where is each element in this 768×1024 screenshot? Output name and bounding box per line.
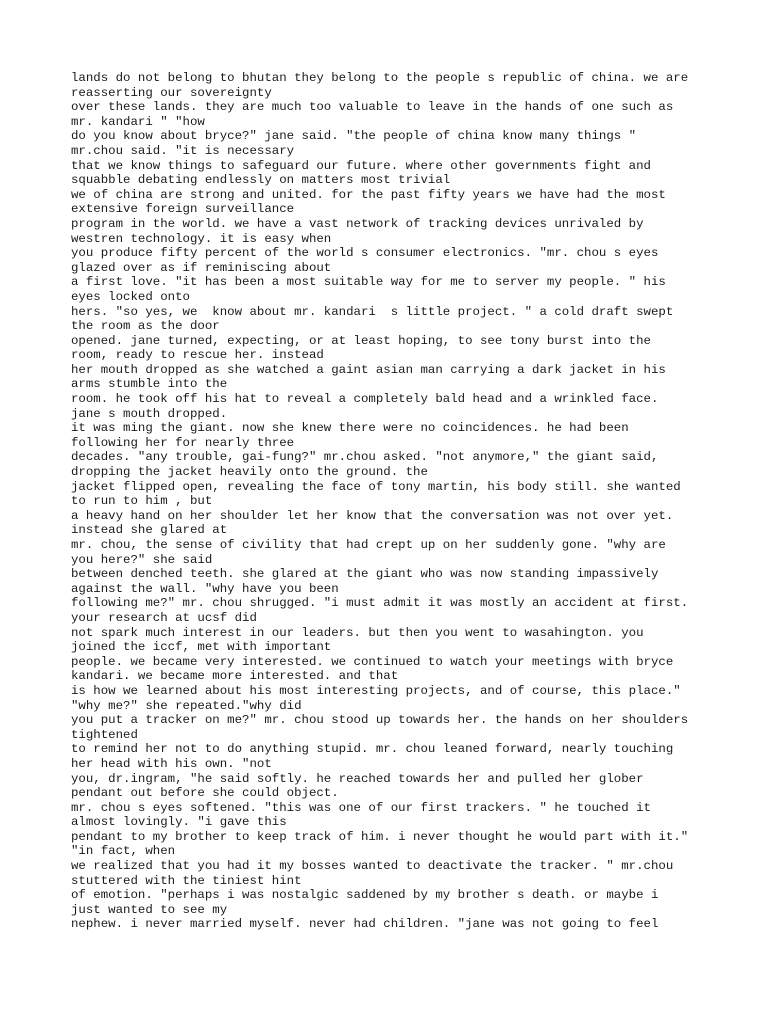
text-line: jacket flipped open, revealing the face of tony martin, his body still. she wanted <box>71 479 681 494</box>
text-line: arms stumble into the <box>71 377 228 392</box>
text-line: against the wall. "why have you been <box>71 581 339 596</box>
text-line: people. we became very interested. we continued to watch your meetings with bryce <box>71 654 674 669</box>
text-line: just wanted to see my <box>71 902 228 917</box>
text-line: you produce fifty percent of the world s consumer electronics. "mr. chou s eyes <box>71 246 659 261</box>
text-line: decades. "any trouble, gai-fung?" mr.chou asked. "not anymore," the giant said, <box>71 450 659 465</box>
text-line: over these lands. they are much too valuable to leave in the hands of one such as <box>71 100 674 115</box>
text-line: a first love. "it has been a most suitable way for me to server my people. " his <box>71 275 666 290</box>
text-line: room. he took off his hat to reveal a completely bald head and a wrinkled face. <box>71 392 659 407</box>
text-line: her head with his own. "not <box>71 756 272 771</box>
text-line: we realized that you had it my bosses wanted to deactivate the tracker. " mr.chou <box>71 859 674 874</box>
text-line: mr. chou, the sense of civility that had crept up on her suddenly gone. "why are <box>71 538 666 552</box>
text-line: kandari. we became more interested. and that <box>71 669 399 684</box>
text-line: program in the world. we have a vast network of tracking devices unrivaled by <box>71 216 644 231</box>
text-line: "in fact, when <box>71 844 176 859</box>
text-line: extensive foreign surveillance <box>71 202 295 217</box>
text-line: instead she glared at <box>71 523 228 538</box>
text-line: joined the iccf, met with important <box>71 640 332 655</box>
text-line: not spark much interest in our leaders. but then you went to wasahington. you <box>71 625 644 640</box>
text-line: reasserting our sovereignty <box>71 85 272 100</box>
text-line: tightened <box>71 727 138 742</box>
text-line: eyes locked onto <box>71 289 190 304</box>
text-line: stuttered with the tiniest hint <box>71 873 302 888</box>
text-line: room, ready to rescue her. instead <box>71 348 324 363</box>
text-line: mr. chou s eyes softened. "this was one of our first trackers. " he touched it <box>71 800 651 815</box>
text-line: to remind her not to do anything stupid. mr. chou leaned forward, nearly touching <box>71 742 674 757</box>
text-line: jane s mouth dropped. <box>71 406 228 421</box>
text-line: nephew. i never married myself. never had children. "jane was not going to feel <box>71 917 659 932</box>
text-line: lands do not belong to bhutan they belong to the people s republic of china. we are <box>71 71 689 85</box>
text-line: following me?" mr. chou shrugged. "i must admit it was mostly an accident at first. <box>71 596 689 611</box>
text-line: pendant to my brother to keep track of him. i never thought he would part with it." <box>71 829 689 844</box>
text-line: the room as the door <box>71 319 220 334</box>
text-line: squabble debating endlessly on matters most trivial <box>71 173 451 188</box>
text-line: between denched teeth. she glared at the giant who was now standing impassively <box>71 567 659 582</box>
text-line: you put a tracker on me?" mr. chou stood up towards her. the hands on her shoulders <box>71 713 689 728</box>
text-line: we of china are strong and united. for the past fifty years we have had the most <box>71 187 666 202</box>
text-line: glazed over as if reminiscing about <box>71 260 332 275</box>
text-line: to run to him , but <box>71 494 213 509</box>
text-line: dropping the jacket heavily onto the ground. the <box>71 465 428 480</box>
text-line: pendant out before she could object. <box>71 786 339 801</box>
text-line: you here?" she said <box>71 552 213 567</box>
text-line: of emotion. "perhaps i was nostalgic saddened by my brother s death. or maybe i <box>71 888 659 903</box>
text-line: mr.chou said. "it is necessary <box>71 143 295 158</box>
text-line: you, dr.ingram, "he said softly. he reached towards her and pulled her glober <box>71 771 644 786</box>
text-line: it was ming the giant. now she knew there were no coincidences. he had been <box>71 421 629 436</box>
text-line: mr. kandari " "how <box>71 114 205 129</box>
text-line: your research at ucsf did <box>71 610 257 625</box>
text-line: almost lovingly. "i gave this <box>71 815 287 830</box>
text-line: westren technology. it is easy when <box>71 231 332 246</box>
text-line: is how we learned about his most interesting projects, and of course, this place." <box>71 683 681 698</box>
text-line: following her for nearly three <box>71 435 295 450</box>
text-line: do you know about bryce?" jane said. "the people of china know many things " <box>71 129 637 144</box>
text-line: that we know things to safeguard our future. where other governments fight and <box>71 158 651 173</box>
text-line: "why me?" she repeated."why did <box>71 698 302 713</box>
document-text-body <box>71 71 751 932</box>
text-line: hers. "so yes, we know about mr. kandari s little project. " a cold draft swept <box>71 304 674 319</box>
text-line: a heavy hand on her shoulder let her know that the conversation was not over yet. <box>71 508 674 523</box>
text-line: her mouth dropped as she watched a gaint asian man carrying a dark jacket in his <box>71 362 666 377</box>
text-line: opened. jane turned, expecting, or at least hoping, to see tony burst into the <box>71 333 651 348</box>
